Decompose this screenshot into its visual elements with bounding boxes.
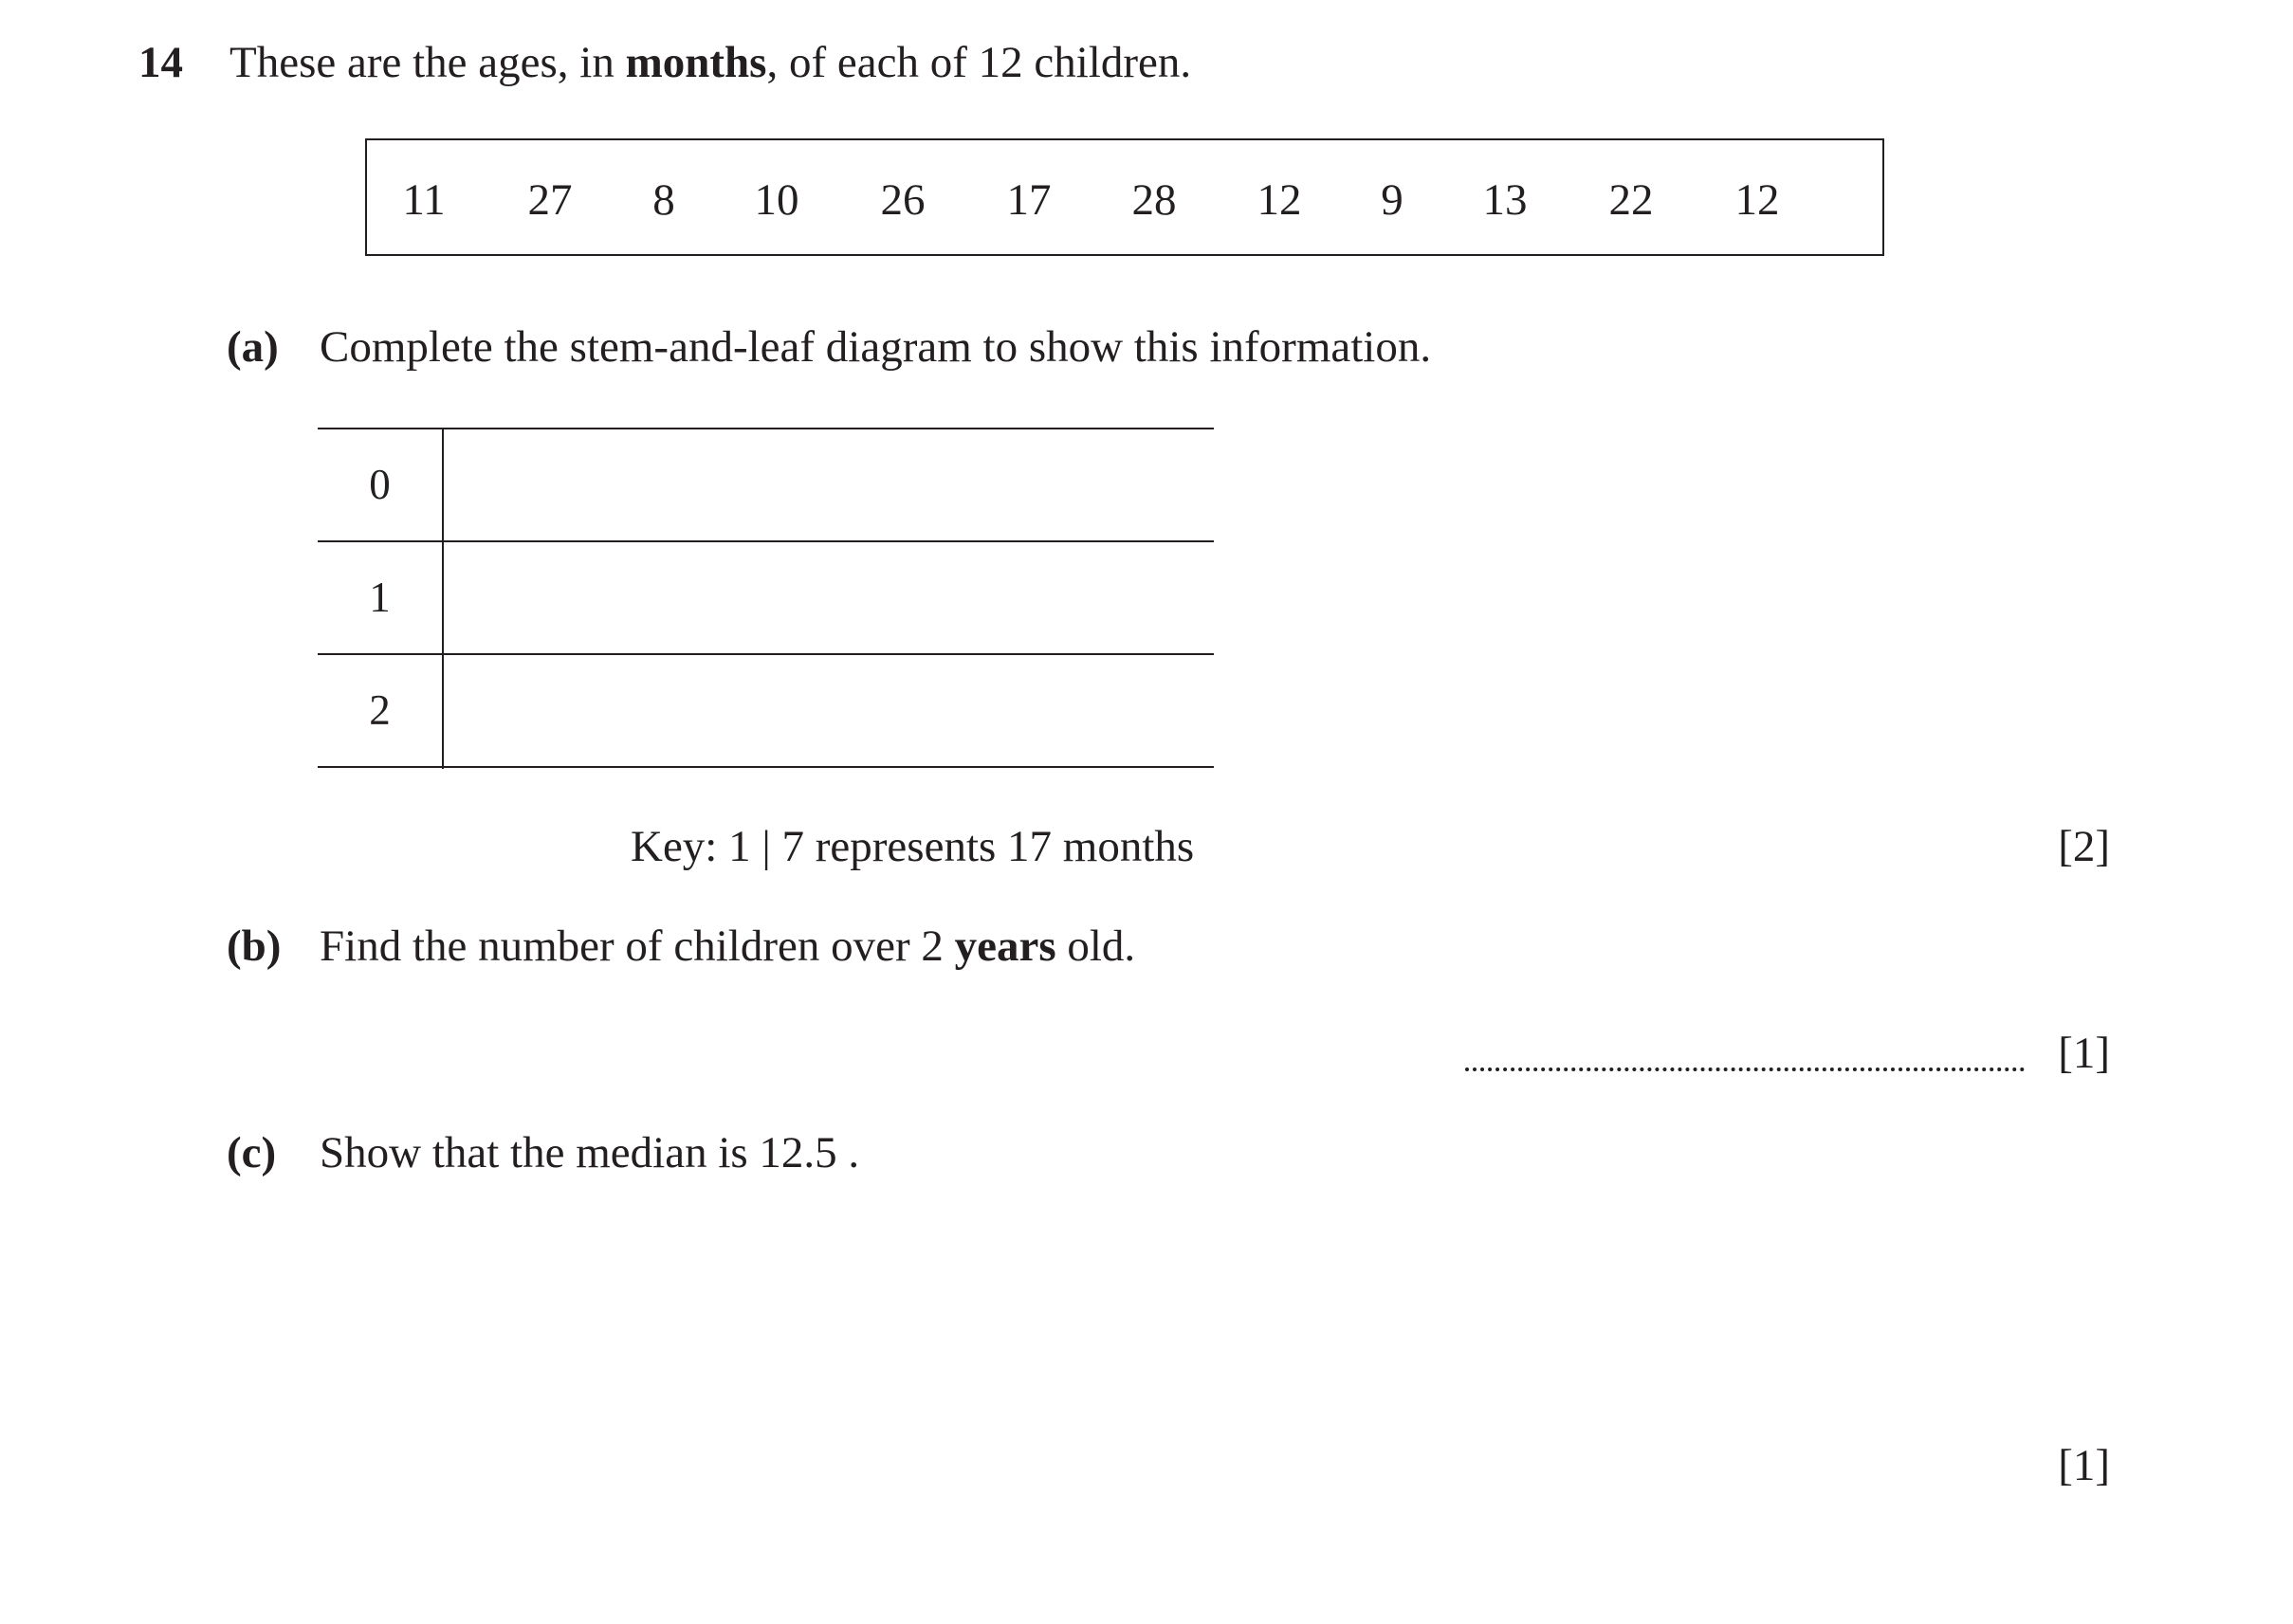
part-b-label: (b) bbox=[227, 921, 282, 971]
diagram-key: Key: 1 | 7 represents 17 months bbox=[631, 822, 1195, 871]
part-b-text-start: Find the number of children over 2 bbox=[320, 921, 955, 971]
question-text-end: , of each of 12 children. bbox=[766, 38, 1192, 87]
part-b-answer-line[interactable] bbox=[1465, 1043, 2025, 1071]
stem-0: 0 bbox=[369, 461, 391, 508]
age-value: 10 bbox=[754, 175, 799, 225]
part-c-text: Show that the median is 12.5 . bbox=[320, 1128, 860, 1177]
question-text bbox=[229, 38, 1192, 87]
age-value: 26 bbox=[880, 175, 926, 225]
age-value: 11 bbox=[402, 175, 446, 225]
ages-data-box bbox=[365, 138, 1884, 256]
leaf-cell-0[interactable] bbox=[445, 430, 1214, 540]
stem-and-leaf-diagram bbox=[318, 428, 1214, 769]
age-value: 9 bbox=[1381, 175, 1403, 225]
leaf-cell-1[interactable] bbox=[445, 543, 1214, 653]
part-a-text: Complete the stem-and-leaf diagram to show this information. bbox=[320, 322, 1432, 372]
part-a-marks: [2] bbox=[2058, 822, 2110, 871]
leaf-cell-2[interactable] bbox=[445, 656, 1214, 766]
part-c-label: (c) bbox=[227, 1128, 277, 1177]
part-b-text-end: old. bbox=[1055, 921, 1136, 971]
part-b-text bbox=[320, 921, 1136, 971]
stem-divider bbox=[442, 428, 444, 769]
table-line bbox=[318, 766, 1214, 768]
question-text-bold: months bbox=[625, 38, 767, 87]
part-b-text-bold: years bbox=[954, 921, 1056, 971]
table-line bbox=[318, 653, 1214, 655]
part-b-marks: [1] bbox=[2058, 1029, 2110, 1078]
age-value: 13 bbox=[1482, 175, 1528, 225]
part-c-marks: [1] bbox=[2058, 1441, 2110, 1490]
table-line bbox=[318, 428, 1214, 429]
age-value: 17 bbox=[1006, 175, 1052, 225]
stem-1: 1 bbox=[369, 574, 391, 621]
age-value: 12 bbox=[1257, 175, 1302, 225]
age-value: 28 bbox=[1131, 175, 1177, 225]
stem-2: 2 bbox=[369, 686, 391, 734]
age-value: 12 bbox=[1734, 175, 1780, 225]
table-line bbox=[318, 540, 1214, 542]
age-value: 27 bbox=[527, 175, 573, 225]
question-number: 14 bbox=[138, 38, 183, 87]
part-a-label: (a) bbox=[227, 322, 279, 372]
question-text-start: These are the ages, in bbox=[229, 38, 626, 87]
age-value: 22 bbox=[1608, 175, 1654, 225]
age-value: 8 bbox=[652, 175, 675, 225]
